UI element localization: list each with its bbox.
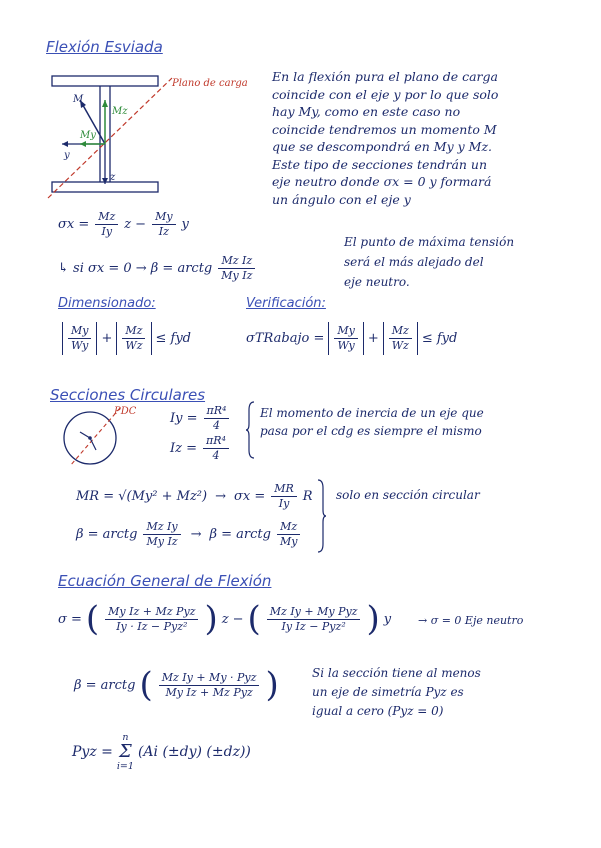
circ-beta2-lhs: β = arctg	[209, 527, 271, 542]
neutral-axis-note: → σ = 0 Eje neutro	[418, 614, 524, 627]
i-beam-diagram	[40, 70, 280, 200]
stress-t1-den: Iy	[101, 225, 113, 238]
stress-t2-var: y	[181, 217, 189, 232]
circ-beta2-num: Mz	[277, 520, 300, 535]
symmetry-note-line: un eje de simetría Pyz es	[312, 685, 464, 699]
mr-expression: MR = √(My² + Mz²)	[76, 489, 208, 504]
neutral-lhs: ↳ si σx = 0 → β = arctg	[58, 261, 213, 276]
pyz-sum	[117, 732, 134, 772]
inertia-note	[260, 404, 484, 440]
gen-sigma-lhs: σ =	[58, 611, 82, 627]
ver-rhs: ≤ fyd	[421, 331, 458, 346]
ver-lhs: σTRabajo =	[246, 331, 325, 346]
ver-t1-den: Wy	[337, 339, 355, 352]
pyz-lhs: Pyz =	[72, 744, 113, 760]
paragraph-line: eje neutro donde σx = 0 y formará	[272, 174, 492, 189]
circ-beta2-den: My	[279, 535, 298, 548]
paragraph-line: coincide con el eje y por lo que solo	[272, 86, 499, 102]
circ-beta-formula	[76, 520, 302, 549]
m-label: M	[73, 94, 84, 105]
only-circular-note: solo en sección circular	[336, 488, 480, 502]
max-stress-line: será el más alejado del	[344, 255, 484, 269]
paragraph-line: que se descompondrá en My y Mz.	[272, 139, 493, 154]
iz-lhs: Iz =	[170, 441, 198, 456]
stress-t2-num: My	[152, 210, 175, 225]
iy-num: πR⁴	[204, 404, 230, 419]
dim-t1-den: Wy	[71, 339, 89, 352]
dim-term-2	[116, 322, 151, 355]
dim-t2-den: Wz	[125, 339, 143, 352]
inertia-brace	[246, 400, 256, 460]
flexion-esviada-heading: Flexión Esviada	[46, 38, 163, 56]
gen-t1-num: My Iz + Mz Pyz	[105, 605, 198, 620]
circ-sigma-var: R	[302, 489, 313, 504]
pyz-sum-bottom: i=1	[116, 761, 134, 772]
stress-term-1	[95, 210, 118, 239]
gen-beta-den: My Iz + Mz Pyz	[165, 685, 253, 699]
secciones-circulares-heading: Secciones Circulares	[50, 386, 206, 404]
neutral-fraction	[218, 254, 255, 283]
gen-beta-num: Mz Iy + My · Pyz	[159, 671, 260, 686]
circ-beta1-num: Mz Iy	[143, 520, 180, 535]
dim-plus: +	[101, 331, 113, 346]
verificacion-formula	[246, 322, 457, 355]
circ-sigma-lhs: σx =	[234, 489, 266, 504]
pyz-formula	[72, 732, 251, 772]
general-beta-formula: β = arctg ( $\frac{\text{Mz Iy + My · Pyz}}{\text{My Iz + Mz Pyz}}$ )	[74, 665, 279, 705]
paragraph-line: coincide tendremos un momento M	[272, 121, 497, 137]
ver-t1-num: My	[334, 324, 357, 339]
symmetry-note-line: Si la sección tiene al menos	[312, 666, 481, 680]
gen-beta-lhs: β = arctg	[74, 677, 136, 693]
inertia-note-line: El momento de inercia de un eje que	[260, 406, 484, 420]
stress-t1-num: Mz	[95, 210, 118, 225]
circ-beta1-lhs: β = arctg	[76, 527, 138, 542]
dim-t2-num: Mz	[122, 324, 145, 339]
stress-t1-var: z	[124, 217, 132, 232]
general-sigma-formula: σ = ( $\frac{\text{My Iz + Mz Pyz}}{\text{Iy · Iz − Pyz²}}$ ) z − ( $\frac{\text{Mz Iy + My Pyz}}{\text{Iy Iz − Pyz²}}$ ) y	[58, 599, 392, 639]
dim-t1-num: My	[68, 324, 91, 339]
neutral-den: My Iz	[221, 269, 253, 282]
flexion-esviada-paragraph	[272, 68, 498, 208]
mr-arrow: →	[215, 489, 226, 504]
dim-rhs: ≤ fyd	[155, 331, 192, 346]
max-stress-note	[344, 232, 514, 292]
stress-op: −	[135, 217, 147, 232]
gen-t2-den: Iy Iz − Pyz²	[281, 619, 346, 633]
stress-term-2	[152, 210, 175, 239]
pyz-sum-sign: Σ	[119, 741, 132, 762]
pyz-rhs: (Ai (±dy) (±dz))	[137, 744, 251, 760]
iy-den: 4	[212, 419, 220, 432]
iz-num: πR⁴	[203, 434, 229, 449]
paragraph-line: un ángulo con el eje y	[272, 191, 411, 207]
iz-formula	[170, 434, 231, 463]
circular-section-diagram	[56, 404, 136, 474]
verificacion-heading: Verificación:	[246, 296, 326, 311]
inertia-note-line: pasa por el cdg es siempre el mismo	[260, 424, 482, 438]
iy-lhs: Iy =	[170, 411, 198, 426]
stress-lhs: σx =	[58, 217, 90, 232]
ver-t2-num: Mz	[389, 324, 412, 339]
circ-beta-arrow: →	[190, 527, 202, 542]
y-axis-label: y	[64, 150, 70, 161]
circ-sigma-num: MR	[271, 482, 297, 497]
paragraph-line: Este tipo de secciones tendrán un	[272, 156, 488, 172]
pyz-sum-top: n	[122, 732, 129, 743]
stress-t2-den: Iz	[158, 225, 169, 238]
plane-label: Plano de carga	[172, 78, 248, 89]
circular-brace	[316, 478, 326, 554]
stress-formula	[58, 210, 189, 239]
mr-formula	[76, 482, 313, 511]
symmetry-note-line: igual a cero (Pyz = 0)	[312, 704, 444, 718]
ver-t2-den: Wz	[391, 339, 409, 352]
symmetry-note	[312, 664, 481, 721]
ver-term-2	[383, 322, 418, 355]
gen-t1-den: Iy · Iz − Pyz²	[116, 619, 188, 633]
paragraph-line: En la flexión pura el plano de carga	[272, 69, 498, 84]
circ-sigma-den: Iy	[278, 497, 290, 510]
gen-t2-num: Mz Iy + My Pyz	[267, 605, 361, 620]
mz-label: Mz	[112, 106, 128, 117]
gen-minus: −	[232, 611, 244, 627]
neutral-num: Mz Iz	[218, 254, 255, 269]
iz-den: 4	[212, 449, 220, 462]
gen-t1-var: z	[221, 611, 229, 627]
neutral-axis-formula	[58, 254, 257, 283]
max-stress-line: eje neutro.	[344, 275, 410, 289]
dim-term-1	[62, 322, 97, 355]
pdc-label: PDC	[114, 406, 136, 417]
paragraph-line: hay My, como en este caso no	[272, 104, 461, 119]
ecuacion-general-heading: Ecuación General de Flexión	[58, 572, 272, 590]
ver-term-1	[328, 322, 363, 355]
iy-formula	[170, 404, 231, 433]
circ-beta1-den: My Iz	[146, 535, 178, 548]
dimensionado-formula	[62, 322, 191, 355]
gen-t2-var: y	[383, 611, 392, 627]
max-stress-line: El punto de máxima tensión	[344, 235, 515, 249]
z-axis-label: z	[110, 172, 116, 183]
ver-plus: +	[367, 331, 379, 346]
my-label: My	[80, 130, 96, 141]
dimensionado-heading: Dimensionado:	[58, 296, 156, 311]
